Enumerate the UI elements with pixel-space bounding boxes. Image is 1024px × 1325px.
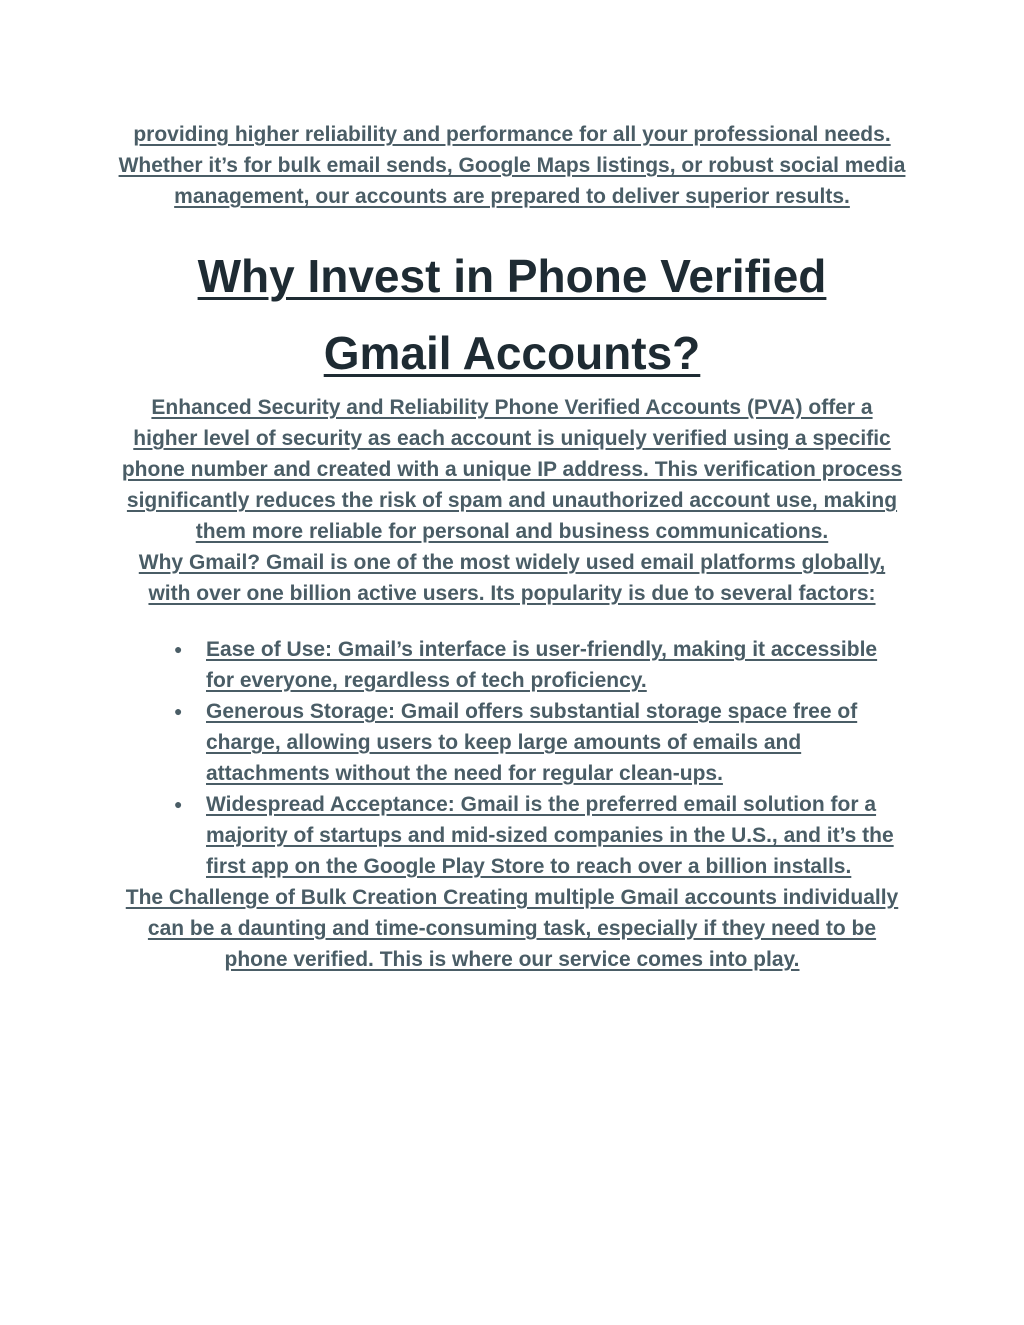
bullet-link-widespread-acceptance[interactable]: Widespread Acceptance: Gmail is the preferred email solution for a majority of startups and mid-sized companies in the U.S., and it’s the first app on the Google Play Store to reach over a billion installs. [206, 793, 894, 878]
security-paragraph [118, 392, 906, 547]
security-link[interactable]: Enhanced Security and Reliability Phone Verified Accounts (PVA) offer a higher level of security as each account is uniquely verified using a specific phone number and created with a unique IP address. This verification process significantly reduces the risk of spam and unauthorized account use, making them more reliable for personal and business communications. [121, 396, 903, 543]
challenge-link[interactable]: The Challenge of Bulk Creation Creating multiple Gmail accounts individually can be a daunting and time-consuming task, especially if they need to be phone verified. This is where our service comes into play. [125, 886, 899, 971]
why-gmail-paragraph [118, 547, 906, 609]
bullet-icon: ● [174, 703, 183, 719]
intro-paragraph [118, 119, 906, 212]
section-heading [118, 238, 906, 392]
heading-link-line1[interactable]: Why Invest in Phone Verified [197, 250, 827, 302]
bullet-link-generous-storage[interactable]: Generous Storage: Gmail offers substantial storage space free of charge, allowing users to keep large amounts of emails and attachments without the need for regular clean-ups. [206, 700, 858, 785]
list-item [174, 789, 906, 882]
bullet-icon: ● [174, 641, 183, 657]
intro-link[interactable]: providing higher reliability and performance for all your professional needs. Whether it’s for bulk email sends, Google Maps listings, or robust social media management, our accounts are prepared to deliver superior results. [118, 123, 906, 208]
why-gmail-link[interactable]: Why Gmail? Gmail is one of the most widely used email platforms globally, with over one billion active users. Its popularity is due to several factors: [138, 551, 886, 605]
challenge-paragraph [118, 882, 906, 975]
bullet-list [118, 634, 906, 882]
bullet-link-ease-of-use[interactable]: Ease of Use: Gmail’s interface is user-friendly, making it accessible for everyone, regardless of tech proficiency. [206, 638, 878, 692]
bullet-icon: ● [174, 796, 183, 812]
list-item [174, 696, 906, 789]
document-page [118, 119, 906, 975]
list-item [174, 634, 906, 696]
heading-link-line2[interactable]: Gmail Accounts? [323, 327, 701, 379]
